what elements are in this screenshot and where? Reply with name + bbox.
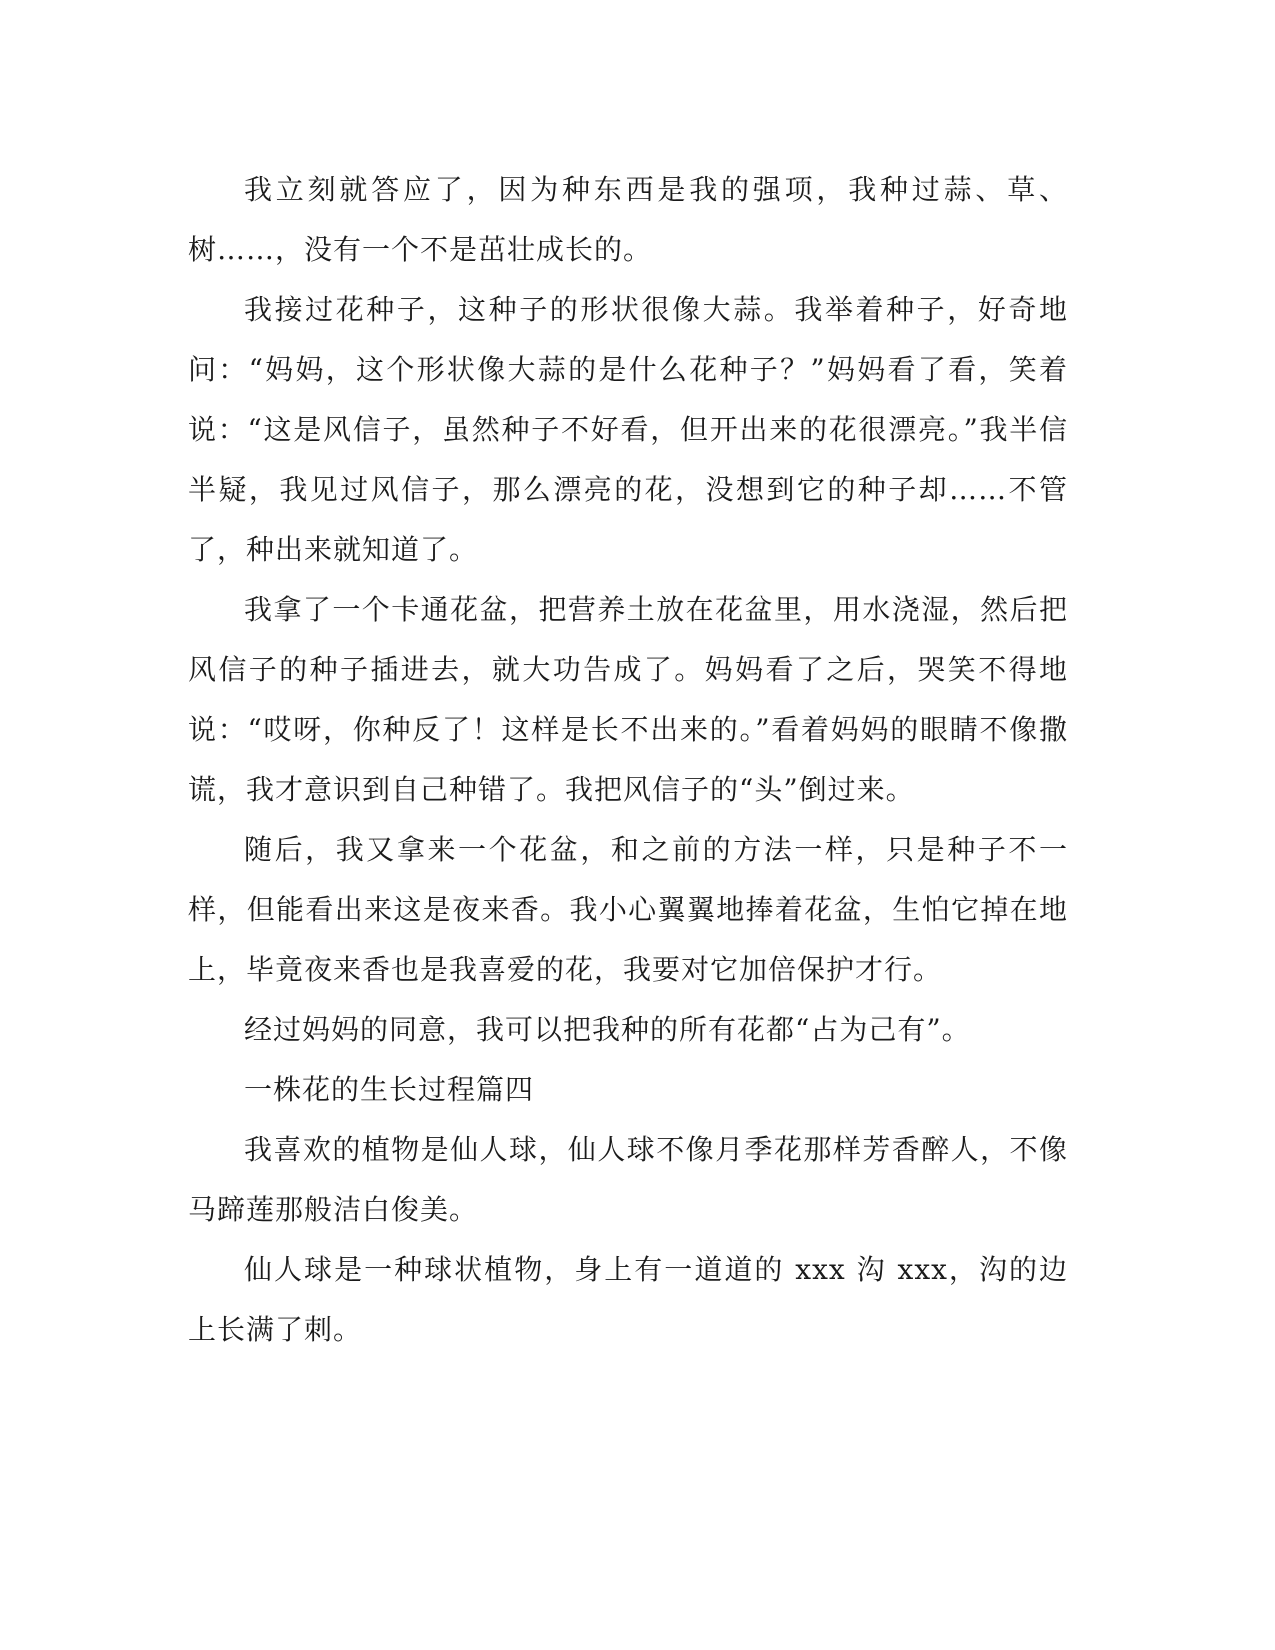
paragraph-2: 我接过花种子，这种子的形状很像大蒜。我举着种子，好奇地问：“妈妈，这个形状像大蒜的是什么花种子？”妈妈看了看，笑着说：“这是风信子，虽然种子不好看，但开出来的花很漂亮。”我半信半疑，我见过风信子，那么漂亮的花，没想到它的种子却……不管了，种出来就知道了。 (188, 293, 1068, 566)
section-heading: 一株花的生长过程篇四 (244, 1073, 535, 1106)
section-paragraph-1: 我喜欢的植物是仙人球，仙人球不像月季花那样芳香醉人，不像马蹄莲那般洁白俊美。 (188, 1133, 1068, 1226)
paragraph-3: 我拿了一个卡通花盆，把营养土放在花盆里，用水浇湿，然后把风信子的种子插进去，就大功告成了。妈妈看了之后，哭笑不得地说：“哎呀，你种反了！这样是长不出来的。”看着妈妈的眼睛不像撒谎，我才意识到自己种错了。我把风信子的“头”倒过来。 (188, 593, 1068, 806)
paragraph-5: 经过妈妈的同意，我可以把我种的所有花都“占为己有”。 (244, 1013, 971, 1046)
paragraph-1: 我立刻就答应了，因为种东西是我的强项，我种过蒜、草、树……，没有一个不是茁壮成长的。 (188, 173, 1068, 266)
document-body (188, 160, 1068, 1360)
paragraph-4: 随后，我又拿来一个花盆，和之前的方法一样，只是种子不一样，但能看出来这是夜来香。我小心翼翼地捧着花盆，生怕它掉在地上，毕竟夜来香也是我喜爱的花，我要对它加倍保护才行。 (188, 833, 1068, 986)
section-paragraph-2: 仙人球是一种球状植物，身上有一道道的 xxx 沟 xxx，沟的边上长满了刺。 (188, 1253, 1068, 1346)
